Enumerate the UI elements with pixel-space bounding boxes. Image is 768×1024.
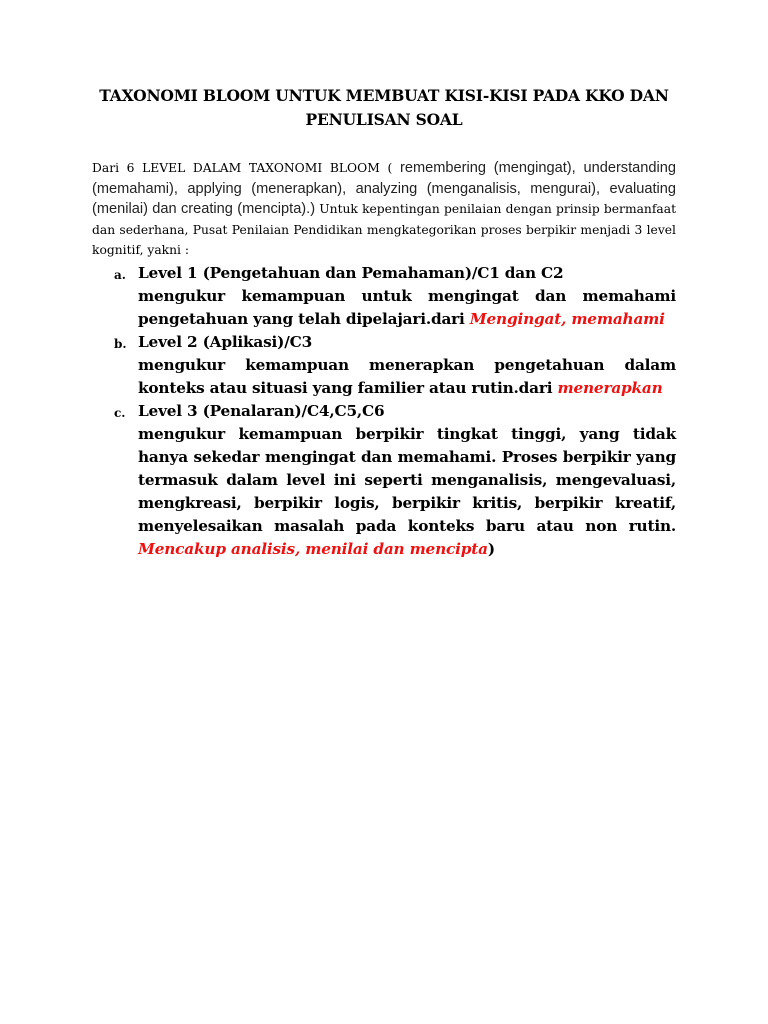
level-highlight: Mencakup analisis, menilai dan mencipta (138, 540, 488, 558)
level-description (138, 423, 676, 561)
level-description-text: mengukur kemampuan untuk mengingat dan memahami pengetahuan yang telah dipelajari.dari (138, 287, 676, 328)
list-item (92, 400, 676, 561)
list-item (92, 331, 676, 400)
page-title: TAXONOMI BLOOM UNTUK MEMBUAT KISI-KISI PADA KKO DAN PENULISAN SOAL (99, 86, 669, 129)
intro-text-part-3: Untuk kepentingan penilaian dengan prinsip bermanfaat dan sederhana, Pusat Penilaian Pendidikan mengkategorikan proses berpikir menjadi 3 level kognitif, yakni : (92, 202, 677, 257)
list-marker: a. (114, 268, 126, 282)
list-item (92, 262, 676, 331)
list-marker: b. (114, 337, 127, 351)
level-highlight: menerapkan (557, 379, 663, 397)
list-marker: c. (114, 406, 126, 420)
level-description (138, 285, 676, 331)
intro-paragraph (92, 158, 676, 261)
level-description-text: mengukur kemampuan berpikir tingkat tinggi, yang tidak hanya sekedar mengingat dan memahami. Proses berpikir yang termasuk dalam level ini seperti menganalisis, mengevaluasi, mengkreasi, berpikir logis, berpikir kritis, berpikir kreatif, menyelesaikan masalah pada konteks baru atau non rutin. (138, 425, 676, 535)
level-heading: Level 1 (Pengetahuan dan Pemahaman)/C1 dan C2 (138, 264, 564, 282)
level-description (138, 354, 676, 400)
level-tail: ) (487, 540, 495, 558)
intro-text-part-1: Dari 6 LEVEL DALAM TAXONOMI BLOOM ( (92, 161, 393, 175)
intro-text-part-2: remembering (mengingat), understanding (memahami), applying (menerapkan), analyzing (menganalisis, mengurai), evaluating (menilai) dan creating (mencipta).) (92, 160, 676, 217)
level-highlight: Mengingat, memahami (469, 310, 665, 328)
level-list (92, 262, 676, 561)
level-description-text: mengukur kemampuan menerapkan pengetahuan dalam konteks atau situasi yang familier atau rutin.dari (138, 356, 676, 397)
level-heading: Level 3 (Penalaran)/C4,C5,C6 (138, 402, 385, 420)
level-heading: Level 2 (Aplikasi)/C3 (138, 333, 313, 351)
